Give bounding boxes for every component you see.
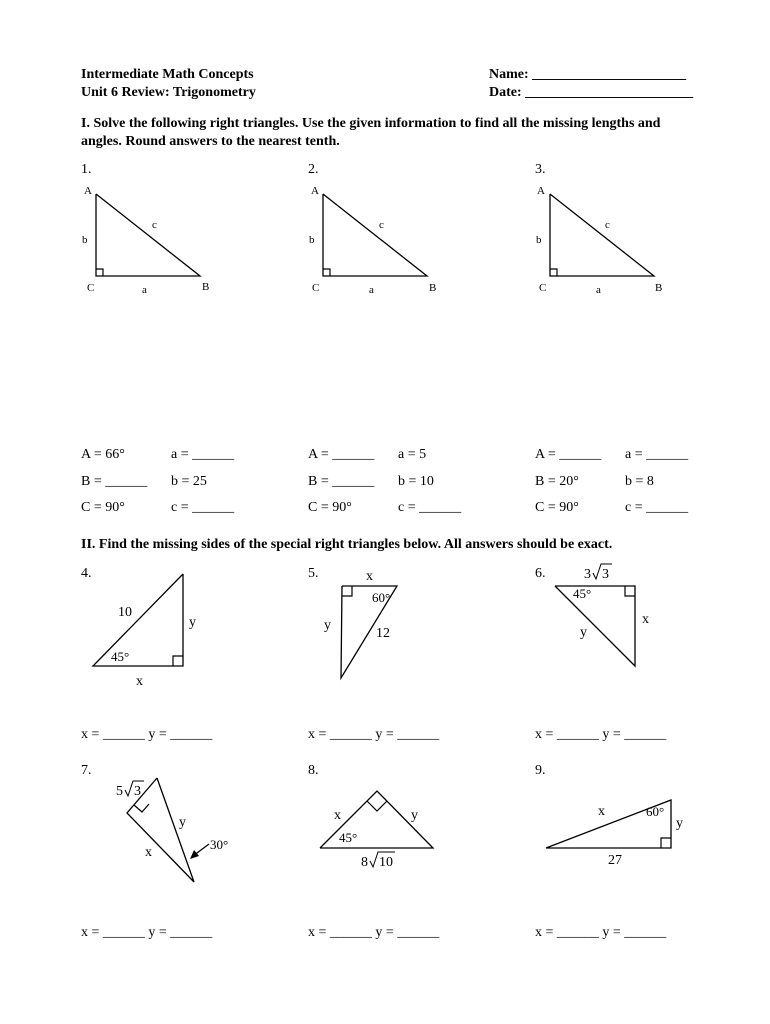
side-b-label: b	[309, 234, 315, 246]
date-field[interactable]: Date: ________________________	[489, 85, 694, 100]
problem-2-angle-a[interactable]: A = ______	[308, 447, 375, 462]
problem-2-number: 2.	[308, 162, 319, 177]
problem-7-triangle	[110, 775, 240, 890]
top-coef: 5	[116, 784, 123, 799]
problem-1-angle-b[interactable]: B = ______	[81, 474, 148, 489]
unit-title: Unit 6 Review: Trigonometry	[81, 85, 256, 100]
side-c-label: c	[152, 219, 157, 231]
problem-3-side-b[interactable]: b = 8	[625, 474, 654, 489]
problem-7-answer[interactable]: x = ______ y = ______	[81, 925, 213, 940]
problem-3-number: 3.	[535, 162, 546, 177]
right-y-label: y	[676, 816, 683, 831]
problem-2-triangle	[305, 182, 445, 297]
problem-5-number: 5.	[308, 566, 319, 581]
problem-8-triangle	[315, 785, 440, 875]
problem-5-answer[interactable]: x = ______ y = ______	[308, 727, 440, 742]
vertex-a-label: A	[311, 185, 319, 197]
angle-label: 45°	[573, 586, 592, 601]
side-c-label: c	[605, 219, 610, 231]
right-y-label: y	[411, 808, 418, 823]
problem-6-triangle	[540, 560, 670, 685]
angle-label: 45°	[339, 830, 358, 845]
problem-1-number: 1.	[81, 162, 92, 177]
problem-3-angle-c[interactable]: C = 90°	[535, 500, 579, 515]
hyp-label: 10	[118, 605, 132, 620]
hyp-x-label: x	[598, 804, 605, 819]
name-field[interactable]: Name: ______________________	[489, 67, 687, 82]
problem-1-side-b[interactable]: b = 25	[171, 474, 207, 489]
problem-9-number: 9.	[535, 763, 546, 778]
problem-3-side-c[interactable]: c = ______	[625, 500, 689, 515]
problem-1-side-a[interactable]: a = ______	[171, 447, 235, 462]
leg-x-label: x	[136, 674, 143, 689]
problem-4-triangle	[80, 565, 220, 695]
top-radicand: 3	[134, 784, 141, 799]
top-coef: 3	[584, 567, 591, 582]
right-x-label: x	[642, 612, 649, 627]
side-b-label: b	[536, 234, 542, 246]
problem-1-side-c[interactable]: c = ______	[171, 500, 235, 515]
vertex-b-label: B	[429, 282, 437, 294]
section2-instructions: II. Find the missing sides of the special right triangles below. All answers should be exact.	[81, 537, 613, 552]
side-b-label: b	[82, 234, 88, 246]
problem-6-answer[interactable]: x = ______ y = ______	[535, 727, 667, 742]
leg-y-label: y	[189, 615, 196, 630]
problem-2-side-c[interactable]: c = ______	[398, 500, 462, 515]
problem-1-triangle	[78, 182, 218, 297]
problem-2-angle-c[interactable]: C = 90°	[308, 500, 352, 515]
problem-2-angle-b[interactable]: B = ______	[308, 474, 375, 489]
problem-7-number: 7.	[81, 763, 92, 778]
problem-8-number: 8.	[308, 763, 319, 778]
left-x-label: x	[334, 808, 341, 823]
section1-instructions: I. Solve the following right triangles. Use the given information to find all the missing lengths and angles. Round answers to the nearest tenth.	[81, 116, 661, 149]
right-y-label: y	[179, 815, 186, 830]
left-y-label: y	[324, 618, 331, 633]
side-c-label: c	[379, 219, 384, 231]
side-a-label: a	[369, 284, 374, 296]
vertex-b-label: B	[202, 281, 210, 293]
hyp-y-label: y	[580, 625, 587, 640]
base-coef: 8	[361, 855, 368, 870]
problem-3-triangle	[532, 182, 672, 297]
problem-4-answer[interactable]: x = ______ y = ______	[81, 727, 213, 742]
side-a-label: a	[142, 284, 147, 296]
left-x-label: x	[145, 845, 152, 860]
top-radicand: 3	[602, 567, 609, 582]
problem-3-angle-b[interactable]: B = 20°	[535, 474, 579, 489]
course-title: Intermediate Math Concepts	[81, 67, 254, 82]
problem-3-side-a[interactable]: a = ______	[625, 447, 689, 462]
base-radicand: 10	[379, 855, 393, 870]
arrowhead-icon	[190, 850, 199, 859]
problem-4-number: 4.	[81, 566, 92, 581]
hyp-label: 12	[376, 626, 390, 641]
problem-8-answer[interactable]: x = ______ y = ______	[308, 925, 440, 940]
problem-2-side-b[interactable]: b = 10	[398, 474, 434, 489]
angle-label: 60°	[372, 590, 391, 605]
problem-9-triangle	[540, 795, 690, 875]
angle-label: 60°	[646, 804, 665, 819]
top-x-label: x	[366, 569, 373, 584]
angle-label: 45°	[111, 649, 130, 664]
vertex-a-label: A	[84, 185, 92, 197]
problem-2-side-a[interactable]: a = 5	[398, 447, 427, 462]
vertex-c-label: C	[539, 282, 547, 294]
problem-9-answer[interactable]: x = ______ y = ______	[535, 925, 667, 940]
base-label: 27	[608, 853, 622, 868]
problem-1-angle-a[interactable]: A = 66°	[81, 447, 125, 462]
vertex-a-label: A	[537, 185, 545, 197]
vertex-c-label: C	[87, 282, 95, 294]
angle-label: 30°	[210, 837, 229, 852]
problem-1-angle-c[interactable]: C = 90°	[81, 500, 125, 515]
problem-6-number: 6.	[535, 566, 546, 581]
problem-5-triangle	[315, 562, 425, 692]
side-a-label: a	[596, 284, 601, 296]
vertex-b-label: B	[655, 282, 663, 294]
problem-3-angle-a[interactable]: A = ______	[535, 447, 602, 462]
vertex-c-label: C	[312, 282, 320, 294]
